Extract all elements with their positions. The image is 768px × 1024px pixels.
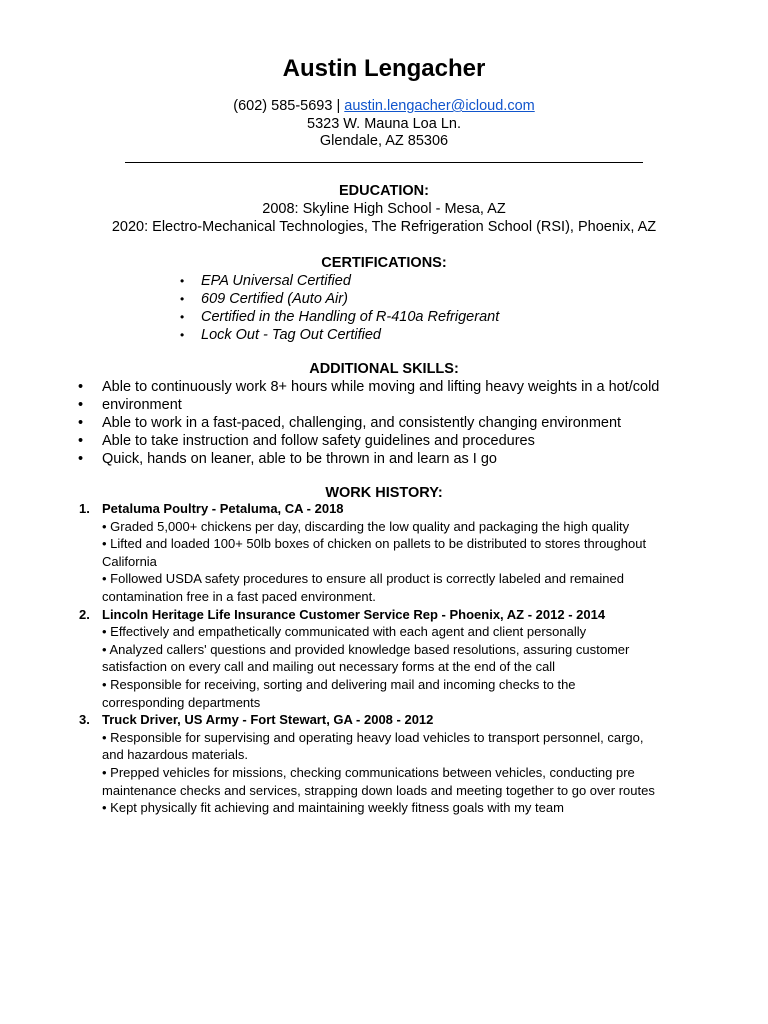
list-item: • Able to continuously work 8+ hours while moving and lifting heavy weights in a hot/cold <box>78 378 659 396</box>
job-duty-line: • Followed USDA safety procedures to ensure all product is correctly labeled and remained <box>102 571 624 587</box>
job-duty-line: contamination free in a fast paced environment. <box>102 588 376 604</box>
contact-line <box>0 98 768 116</box>
job-entry <box>79 711 719 817</box>
header-divider <box>125 162 643 163</box>
list-item: • EPA Universal Certified <box>180 272 499 290</box>
job-duty-line: corresponding departments <box>102 694 261 710</box>
address-line-2: Glendale, AZ 85306 <box>319 133 449 149</box>
education-entry: 2020: Electro-Mechanical Technologies, The Refrigeration School (RSI), Phoenix, AZ <box>111 219 657 235</box>
job-title-text: Truck Driver, US Army - Fort Stewart, GA - 2008 - 2012 <box>102 712 434 728</box>
education-entry: 2008: Skyline High School - Mesa, AZ <box>262 201 506 217</box>
job-duty-line: and hazardous materials. <box>102 747 248 763</box>
work-history-heading: WORK HISTORY: <box>325 485 443 501</box>
list-item: • environment <box>78 396 659 414</box>
job-duty-line: • Responsible for receiving, sorting and delivering mail and incoming checks to the <box>102 676 576 692</box>
skills-list <box>78 378 659 468</box>
job-duty-line: • Responsible for supervising and operating heavy load vehicles to transport personnel, cargo, <box>102 729 644 745</box>
job-duty-line: California <box>102 553 157 569</box>
job-title-text: Lincoln Heritage Life Insurance Customer Service Rep - Phoenix, AZ - 2012 - 2014 <box>102 606 606 622</box>
candidate-name: Austin Lengacher <box>282 55 486 82</box>
job-title <box>79 711 719 729</box>
job-duty-line: • Effectively and empathetically communicated with each agent and client personally <box>102 624 587 640</box>
job-duty-line: • Prepped vehicles for missions, checking communications between vehicles, conducting pre <box>102 764 635 780</box>
list-item: • 609 Certified (Auto Air) <box>180 290 499 308</box>
list-item: • Quick, hands on leaner, able to be thrown in and learn as I go <box>78 450 659 468</box>
work-history-list <box>79 500 719 817</box>
job-entry <box>79 606 719 712</box>
email-link[interactable]: austin.lengacher@icloud.com <box>344 98 535 114</box>
education-heading: EDUCATION: <box>339 183 429 199</box>
list-item: • Lock Out - Tag Out Certified <box>180 326 499 344</box>
job-duty-line: satisfaction on every call and mailing out necessary forms at the end of the call <box>102 659 556 675</box>
list-item: • Able to take instruction and follow safety guidelines and procedures <box>78 432 659 450</box>
certifications-list <box>180 272 499 344</box>
job-title <box>79 500 719 518</box>
list-item: • Certified in the Handling of R-410a Refrigerant <box>180 308 499 326</box>
job-number: 1. <box>79 501 90 516</box>
address-line-1: 5323 W. Mauna Loa Ln. <box>307 115 461 132</box>
job-number: 2. <box>79 606 90 622</box>
contact-block <box>0 98 768 151</box>
job-number: 3. <box>79 712 90 728</box>
job-duty-line: • Kept physically fit achieving and maintaining weekly fitness goals with my team <box>102 800 564 816</box>
job-title-text: Petaluma Poultry - Petaluma, CA - 2018 <box>102 501 344 516</box>
job-entry <box>79 500 719 606</box>
job-duty-line: maintenance checks and services, strapping down loads and meeting together to go over routes <box>102 782 655 798</box>
certifications-heading: CERTIFICATIONS: <box>321 255 447 271</box>
contact-separator: | <box>332 98 345 114</box>
job-title <box>79 606 719 624</box>
skills-heading: ADDITIONAL SKILLS: <box>309 361 459 377</box>
job-duty-line: • Analyzed callers' questions and provided knowledge based resolutions, assuring customer <box>102 641 630 657</box>
job-duty-line: • Graded 5,000+ chickens per day, discarding the low quality and packaging the high quality <box>102 518 630 534</box>
job-duty-line: • Lifted and loaded 100+ 50lb boxes of chicken on pallets to be distributed to stores throughout <box>102 536 647 552</box>
list-item: • Able to work in a fast-paced, challenging, and consistently changing environment <box>78 414 659 432</box>
phone-number: (602) 585-5693 <box>233 98 333 114</box>
